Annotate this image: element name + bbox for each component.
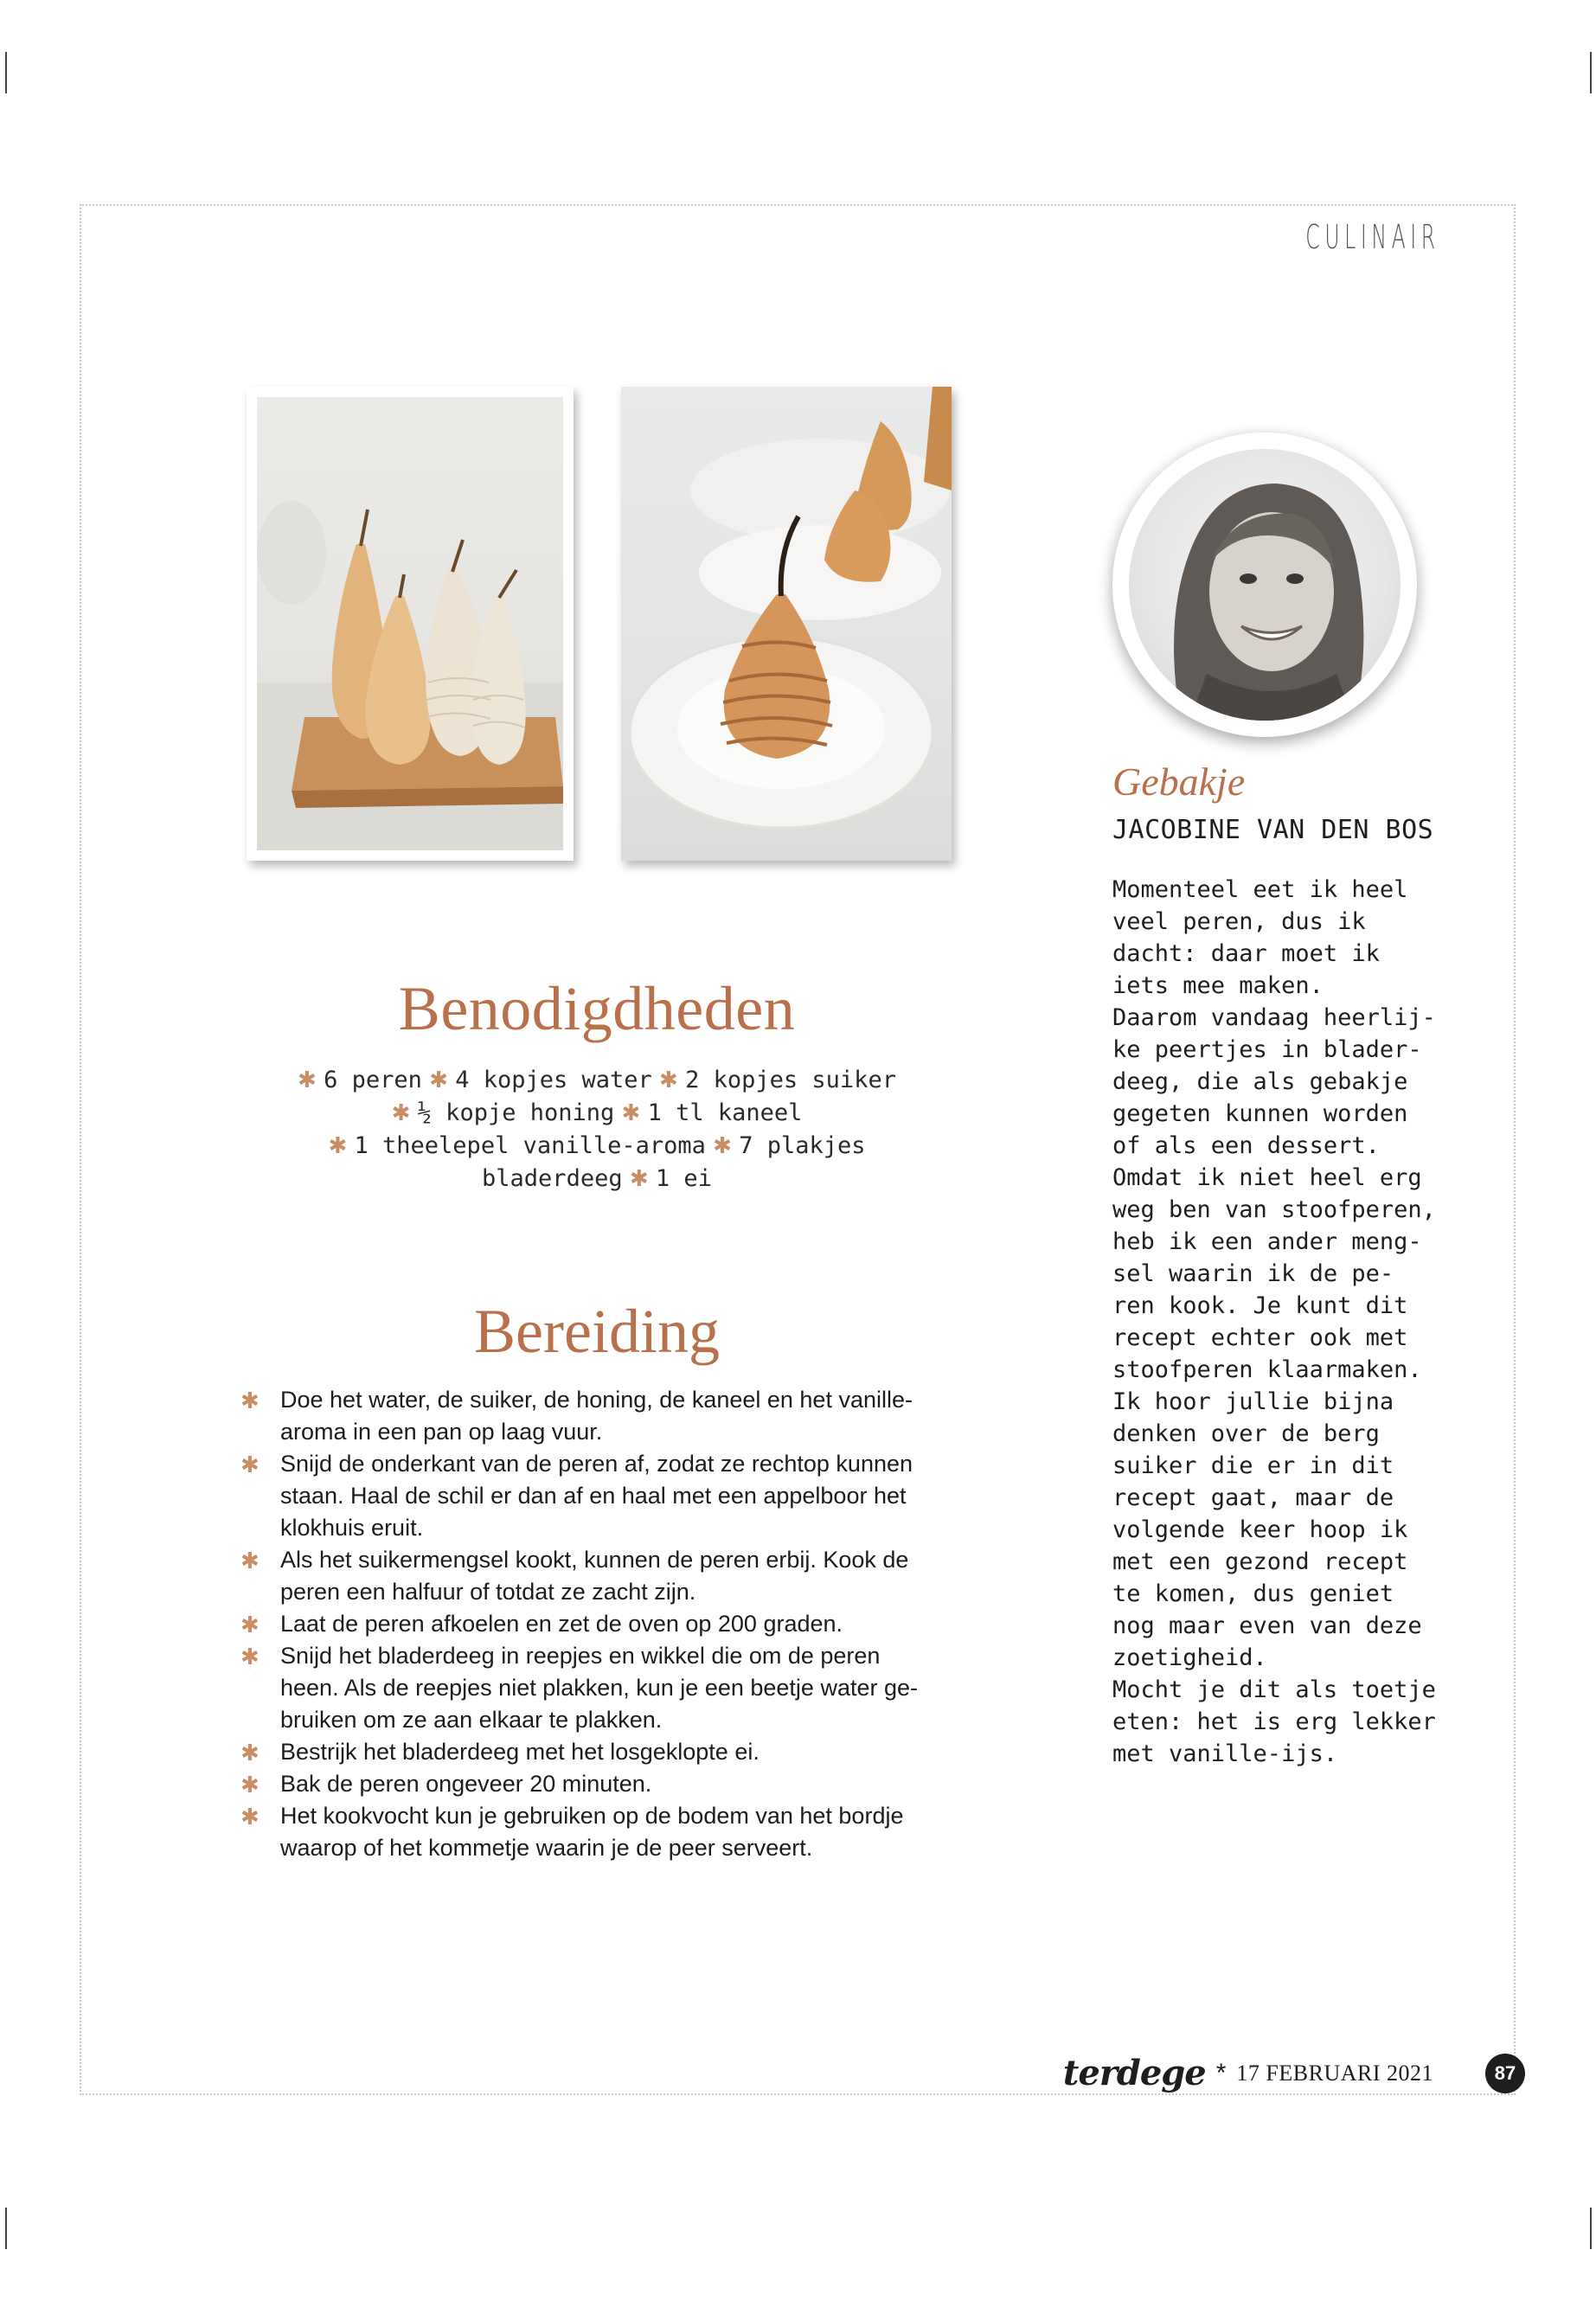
ingredients-line <box>260 1130 934 1163</box>
ingredient-item: ½ kopje honing <box>417 1099 615 1126</box>
asterisk-icon: ✱ <box>240 1548 260 1574</box>
crop-mark-bottom-right <box>1590 2208 1592 2249</box>
asterisk-icon: ✱ <box>614 1100 648 1126</box>
step-text: Bak de peren ongeveer 20 minuten. <box>280 1771 652 1797</box>
asterisk-icon: ✱ <box>240 1612 260 1638</box>
ingredient-item: 1 tl kaneel <box>647 1099 803 1126</box>
ingredient-item: 4 kopjes water <box>455 1067 652 1093</box>
asterisk-icon: ✱ <box>651 1067 686 1093</box>
preparation-step <box>240 1640 958 1736</box>
column-title: Gebakje <box>1112 760 1246 804</box>
step-text: Het kookvocht kun je gebruiken op de bodem van het bordje waarop of het kommetje waarin je de peer serveert. <box>280 1803 904 1861</box>
asterisk-icon: ✱ <box>240 1740 260 1766</box>
step-text: Snijd het bladerdeeg in reepjes en wikkel die om de peren heen. Als de reepjes niet plakken, kun je een beetje water ge- bruiken om ze aan elkaar te plakken. <box>280 1643 918 1733</box>
crop-mark-top-right <box>1590 52 1592 93</box>
author-portrait <box>1129 449 1401 721</box>
issue-date: 17 FEBRUARI 2021 <box>1236 2060 1433 2086</box>
asterisk-icon: ✱ <box>328 1133 355 1159</box>
crop-mark-top-left <box>5 52 7 93</box>
preparation-step <box>240 1768 958 1800</box>
portrait-illustration <box>1129 449 1401 721</box>
preparation-step <box>240 1544 958 1608</box>
preparation-step <box>240 1448 958 1544</box>
asterisk-icon: ✱ <box>298 1067 324 1093</box>
asterisk-icon: ✱ <box>622 1166 656 1192</box>
ingredient-item: 1 ei <box>655 1165 712 1192</box>
ingredient-item: 7 plakjes <box>739 1132 866 1159</box>
ingredients-heading: Benodigdheden <box>398 974 796 1043</box>
column-author: JACOBINE VAN DEN BOS <box>1112 815 1434 845</box>
step-text: Snijd de onderkant van de peren af, zodat ze rechtop kunnen staan. Haal de schil er dan af en haal met een appelboor het klokhuis eruit. <box>280 1451 913 1541</box>
asterisk-icon: ✱ <box>705 1133 740 1159</box>
footer-separator: * <box>1215 2058 1227 2087</box>
step-text: Doe het water, de suiker, de honing, de kaneel en het vanille- aroma in een pan op laag vuur. <box>280 1387 913 1445</box>
asterisk-icon: ✱ <box>240 1388 260 1413</box>
ingredient-item: bladerdeeg <box>482 1165 623 1192</box>
preparation-heading: Bereiding <box>474 1297 720 1366</box>
step-text: Bestrijk het bladerdeeg met het losgeklopte ei. <box>280 1739 760 1765</box>
ingredients-line <box>260 1163 934 1195</box>
pastry-pear-illustration <box>621 387 952 861</box>
asterisk-icon: ✱ <box>421 1067 456 1093</box>
photo-pear-in-pastry <box>621 387 952 861</box>
preparation-step <box>240 1384 958 1448</box>
asterisk-icon: ✱ <box>240 1452 260 1477</box>
asterisk-icon: ✱ <box>240 1804 260 1830</box>
pears-illustration <box>257 397 563 850</box>
preparation-steps <box>240 1384 958 1864</box>
preparation-step <box>240 1608 958 1640</box>
step-text: Laat de peren afkoelen en zet de oven op 200 graden. <box>280 1611 843 1637</box>
asterisk-icon: ✱ <box>240 1772 260 1798</box>
column-body: Momenteel eet ik heel veel peren, dus ik dacht: daar moet ik iets mee maken. Daarom vandaag heerlij- ke peertjes in blader- deeg, die als gebakje gegeten kunnen worden of als een dessert. Omdat ik niet heel erg weg ben van stoofperen, heb ik een ander meng- sel waarin ik de pe- ren kook. Je kunt dit recept echter ook met stoofperen klaarmaken. Ik hoor jullie bijna denken over de berg suiker die er in dit recept gaat, maar de volgende keer hoop ik met een gezond recept te komen, dus geniet nog maar even van deze zoetigheid. Mocht je dit als toetje eten: het is erg lekker met vanille-ijs. <box>1112 876 1436 1767</box>
page-number: 87 <box>1485 2054 1525 2093</box>
crop-mark-bottom-left <box>5 2208 7 2249</box>
ingredient-item: 6 peren <box>324 1067 422 1093</box>
page-footer <box>1063 2053 1525 2093</box>
ingredients-line <box>260 1064 934 1097</box>
ingredient-item: 1 theelepel vanille-aroma <box>354 1132 706 1159</box>
asterisk-icon: ✱ <box>391 1100 418 1126</box>
ingredient-item: 2 kopjes suiker <box>685 1067 896 1093</box>
section-label: CULINAIR <box>1305 218 1440 256</box>
step-text: Als het suikermengsel kookt, kunnen de peren erbij. Kook de peren een halfuur of totdat ze zacht zijn. <box>280 1547 909 1605</box>
preparation-step <box>240 1736 958 1768</box>
ingredients-list <box>260 1064 934 1195</box>
ingredients-line <box>260 1097 934 1130</box>
magazine-logo: terdege <box>1062 2053 1206 2093</box>
asterisk-icon: ✱ <box>240 1644 260 1670</box>
photo-pears-on-board <box>247 387 574 861</box>
preparation-step <box>240 1800 958 1864</box>
